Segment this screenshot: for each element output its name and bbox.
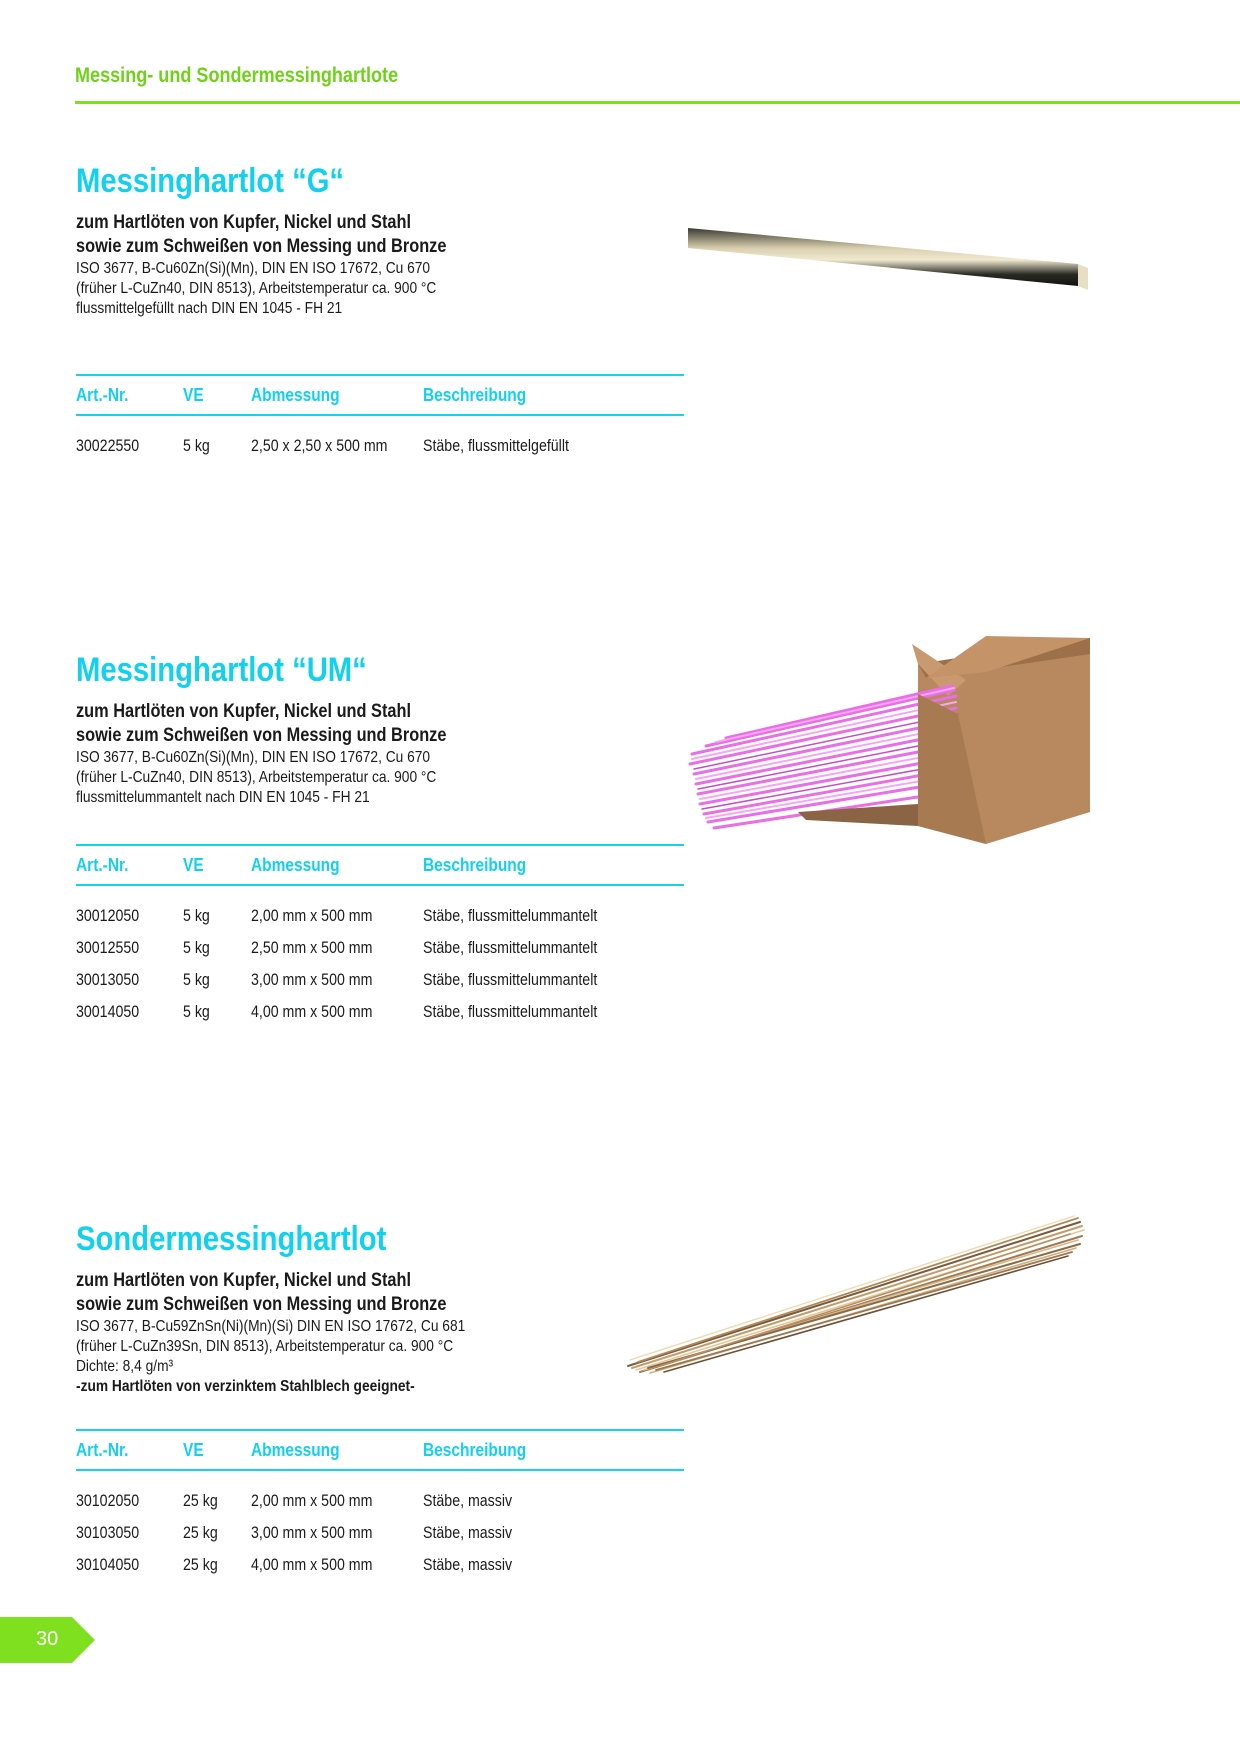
col-header-abmessung: Abmessung	[251, 384, 340, 405]
table-row	[76, 1486, 684, 1518]
col-header-beschreibung: Beschreibung	[423, 384, 527, 405]
cell-ve: 5 kg	[183, 907, 210, 925]
product-table	[76, 844, 684, 1029]
table-row	[76, 1518, 684, 1550]
cell-beschreibung: Stäbe, flussmittelummantelt	[423, 907, 598, 925]
cell-beschreibung: Stäbe, flussmittelummantelt	[423, 1003, 598, 1021]
cell-beschreibung: Stäbe, massiv	[423, 1492, 513, 1510]
cell-ve: 5 kg	[183, 437, 210, 455]
product-subtitle-line2: sowie zum Schweißen von Messing und Bronze	[76, 1294, 447, 1315]
product-spec-line1: ISO 3677, B-Cu59ZnSn(Ni)(Mn)(Si) DIN EN ISO 17672, Cu 681	[76, 1318, 466, 1335]
product-section-sondermessing	[76, 1219, 686, 1574]
bronze-rods-image	[620, 1210, 1090, 1380]
table-header-row	[76, 1431, 684, 1469]
cell-artnr: 30022550	[76, 437, 140, 455]
col-header-ve: VE	[183, 1439, 204, 1460]
col-header-beschreibung: Beschreibung	[423, 1439, 527, 1460]
product-section-g	[76, 161, 686, 455]
cell-artnr: 30104050	[76, 1556, 140, 1574]
cell-beschreibung: Stäbe, flussmittelummantelt	[423, 971, 598, 989]
cell-beschreibung: Stäbe, massiv	[423, 1556, 513, 1574]
product-title: Messinghartlot “UM“	[76, 651, 367, 689]
cell-artnr: 30012050	[76, 907, 140, 925]
col-header-ve: VE	[183, 384, 204, 405]
col-header-beschreibung: Beschreibung	[423, 854, 527, 875]
product-subtitle-line2: sowie zum Schweißen von Messing und Bronze	[76, 236, 447, 257]
cell-abmessung: 2,50 x 2,50 x 500 mm	[251, 437, 388, 455]
cell-ve: 5 kg	[183, 939, 210, 957]
cell-ve: 5 kg	[183, 1003, 210, 1021]
product-title: Sondermessinghartlot	[76, 1220, 387, 1258]
table-row	[76, 1550, 684, 1582]
product-subtitle-line1: zum Hartlöten von Kupfer, Nickel und Stahl	[76, 701, 412, 722]
table-row	[76, 997, 684, 1029]
product-table	[76, 374, 684, 463]
table-row	[76, 431, 684, 463]
cell-beschreibung: Stäbe, massiv	[423, 1524, 513, 1542]
cell-ve: 25 kg	[183, 1556, 218, 1574]
cell-abmessung: 4,00 mm x 500 mm	[251, 1556, 373, 1574]
cell-artnr: 30102050	[76, 1492, 140, 1510]
cell-abmessung: 3,00 mm x 500 mm	[251, 1524, 373, 1542]
product-spec-line3: flussmittelgefüllt nach DIN EN 1045 - FH 21	[76, 300, 343, 317]
col-header-artnr: Art.-Nr.	[76, 1439, 129, 1460]
product-spec-line2: (früher L-CuZn40, DIN 8513), Arbeitstemperatur ca. 900 °C	[76, 280, 437, 297]
table-header-rule	[76, 884, 684, 886]
cell-artnr: 30013050	[76, 971, 140, 989]
col-header-artnr: Art.-Nr.	[76, 854, 129, 875]
table-header-row	[76, 846, 684, 884]
col-header-artnr: Art.-Nr.	[76, 384, 129, 405]
product-spec-line2: (früher L-CuZn40, DIN 8513), Arbeitstemperatur ca. 900 °C	[76, 769, 437, 786]
product-subtitle-line1: zum Hartlöten von Kupfer, Nickel und Stahl	[76, 212, 412, 233]
cell-abmessung: 2,50 mm x 500 mm	[251, 939, 373, 957]
cell-abmessung: 2,00 mm x 500 mm	[251, 907, 373, 925]
cell-beschreibung: Stäbe, flussmittelummantelt	[423, 939, 598, 957]
table-header-rule	[76, 1469, 684, 1471]
product-subtitle-line2: sowie zum Schweißen von Messing und Bronze	[76, 725, 447, 746]
product-spec-line1: ISO 3677, B-Cu60Zn(Si)(Mn), DIN EN ISO 17672, Cu 670	[76, 749, 431, 766]
cell-ve: 25 kg	[183, 1492, 218, 1510]
product-spec-line3: Dichte: 8,4 g/m³	[76, 1358, 174, 1375]
table-row	[76, 933, 684, 965]
product-spec-line2: (früher L-CuZn39Sn, DIN 8513), Arbeitstemperatur ca. 900 °C	[76, 1338, 454, 1355]
table-header-rule	[76, 414, 684, 416]
table-row	[76, 965, 684, 997]
pink-rods-box-image	[686, 634, 1106, 864]
cell-abmessung: 3,00 mm x 500 mm	[251, 971, 373, 989]
cell-beschreibung: Stäbe, flussmittelgefüllt	[423, 437, 569, 455]
product-title: Messinghartlot “G“	[76, 162, 345, 200]
product-section-um	[76, 650, 686, 1021]
cell-artnr: 30012550	[76, 939, 140, 957]
cell-ve: 25 kg	[183, 1524, 218, 1542]
header-category-title: Messing- und Sondermessinghartlote	[75, 64, 399, 87]
page-number: 30	[36, 1628, 59, 1650]
header-rule	[75, 101, 1240, 104]
brass-rod-image	[680, 218, 1100, 318]
table-header-row	[76, 376, 684, 414]
cell-artnr: 30014050	[76, 1003, 140, 1021]
cell-abmessung: 2,00 mm x 500 mm	[251, 1492, 373, 1510]
cell-ve: 5 kg	[183, 971, 210, 989]
product-subtitle-line1: zum Hartlöten von Kupfer, Nickel und Stahl	[76, 1270, 412, 1291]
col-header-abmessung: Abmessung	[251, 1439, 340, 1460]
product-table	[76, 1429, 684, 1582]
cell-artnr: 30103050	[76, 1524, 140, 1542]
product-note: -zum Hartlöten von verzinktem Stahlblech geeignet-	[76, 1378, 415, 1395]
product-spec-line1: ISO 3677, B-Cu60Zn(Si)(Mn), DIN EN ISO 17672, Cu 670	[76, 260, 431, 277]
col-header-ve: VE	[183, 854, 204, 875]
col-header-abmessung: Abmessung	[251, 854, 340, 875]
product-spec-line3: flussmittelummantelt nach DIN EN 1045 - FH 21	[76, 789, 370, 806]
cell-abmessung: 4,00 mm x 500 mm	[251, 1003, 373, 1021]
table-row	[76, 901, 684, 933]
